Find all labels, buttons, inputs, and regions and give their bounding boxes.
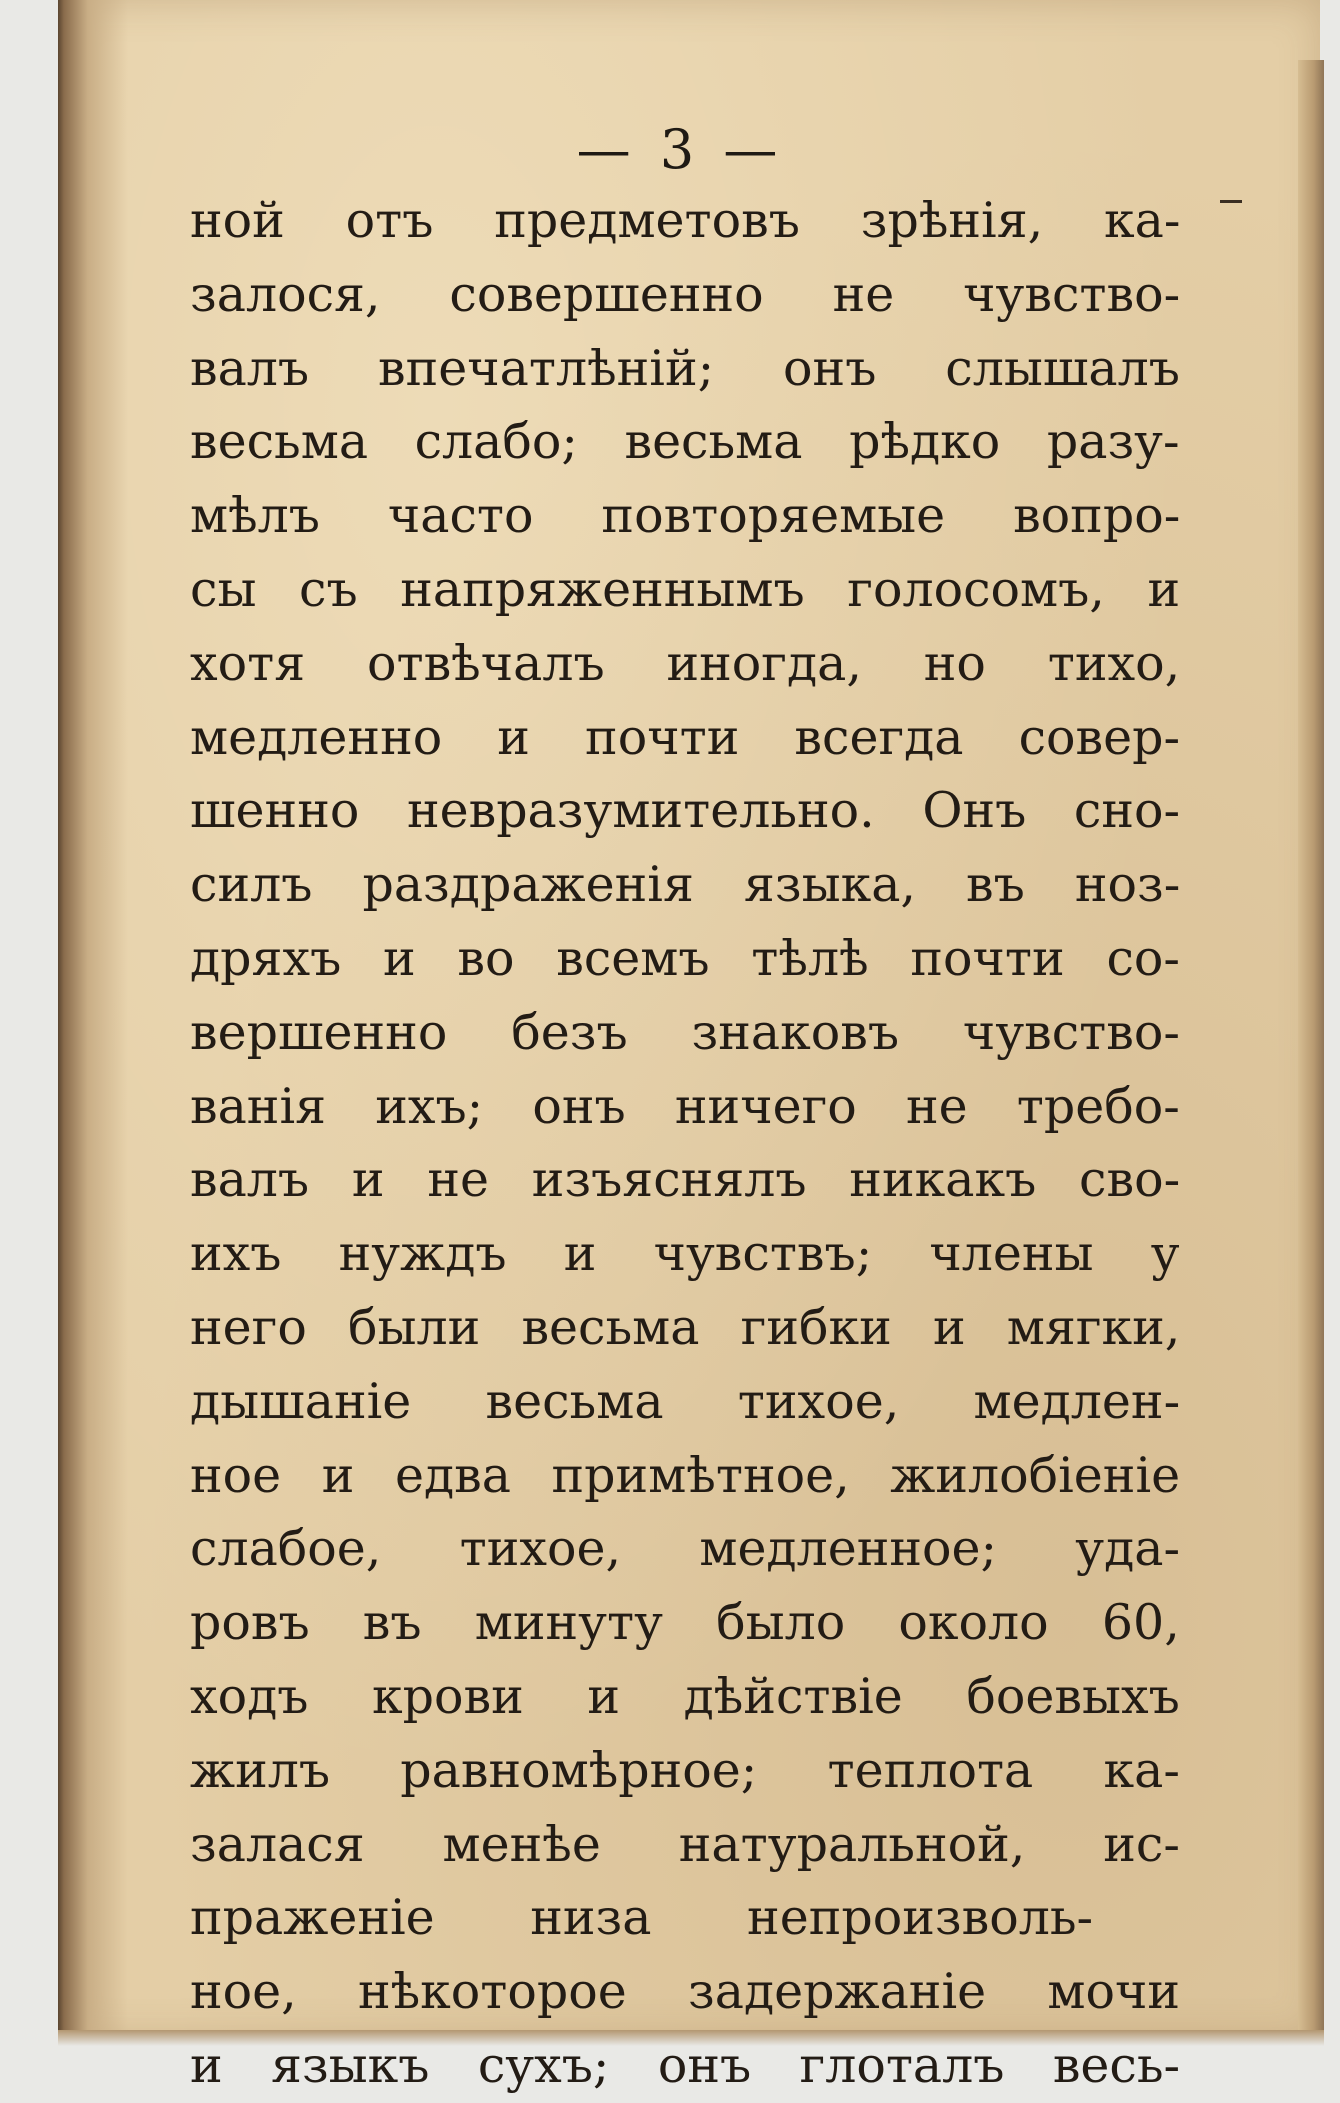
- text-line: силъ раздраженія языка, въ ноз-: [190, 856, 1180, 914]
- text-line: ихъ нуждъ и чувствъ; члены у: [190, 1225, 1180, 1283]
- text-line: ной отъ предметовъ зрѣнія, ка-: [190, 192, 1180, 249]
- text-line: сы съ напряженнымъ голосомъ, и: [190, 560, 1180, 618]
- text-line: медленно и почти всегда совер-: [190, 708, 1180, 766]
- text-line: валъ и не изъяснялъ никакъ сво-: [190, 1151, 1180, 1209]
- margin-mark: [1220, 200, 1242, 203]
- text-line: ное и едва примѣтное, жилобіеніе: [190, 1446, 1180, 1504]
- text-line: дышаніе весьма тихое, медлен-: [190, 1372, 1180, 1430]
- text-line: жилъ равномѣрное; теплота ка-: [190, 1741, 1180, 1799]
- page-edge-right: [1298, 60, 1324, 2030]
- text-line: и языкъ сухъ; онъ глоталъ весь-: [190, 2036, 1180, 2094]
- text-line: праженіе низа непроизволь-: [190, 1889, 1094, 1947]
- text-line: залося, совершенно не чувство-: [190, 265, 1180, 323]
- text-line: него были весьма гибки и мягки,: [190, 1298, 1180, 1356]
- body-text: [190, 184, 1180, 2103]
- text-line: весьма слабо; весьма рѣдко разу-: [190, 413, 1180, 471]
- text-line: ное, нѣкоторое задержаніе мочи: [190, 1963, 1180, 2021]
- text-line: шенно невразумительно. Онъ сно-: [190, 782, 1180, 840]
- text-line: ходъ крови и дѣйствіе боевыхъ: [190, 1667, 1180, 1725]
- text-line: вершенно безъ знаковъ чувство-: [190, 1003, 1180, 1061]
- text-line: мѣлъ часто повторяемые вопро-: [190, 487, 1180, 545]
- text-line: слабое, тихое, медленное; уда-: [190, 1520, 1180, 1578]
- text-line: дряхъ и во всемъ тѣлѣ почти со-: [190, 929, 1180, 987]
- text-line: залася менѣе натуральной, ис-: [190, 1815, 1180, 1873]
- text-line: ванія ихъ; онъ ничего не требо-: [190, 1077, 1180, 1135]
- text-line: ровъ въ минуту было около 60,: [190, 1594, 1180, 1652]
- text-line: валъ впечатлѣній; онъ слышалъ: [190, 339, 1180, 397]
- text-line: хотя отвѣчалъ иногда, но тихо,: [190, 634, 1180, 692]
- page-binding-shadow: [58, 0, 128, 2040]
- page-number: — 3 —: [576, 118, 784, 181]
